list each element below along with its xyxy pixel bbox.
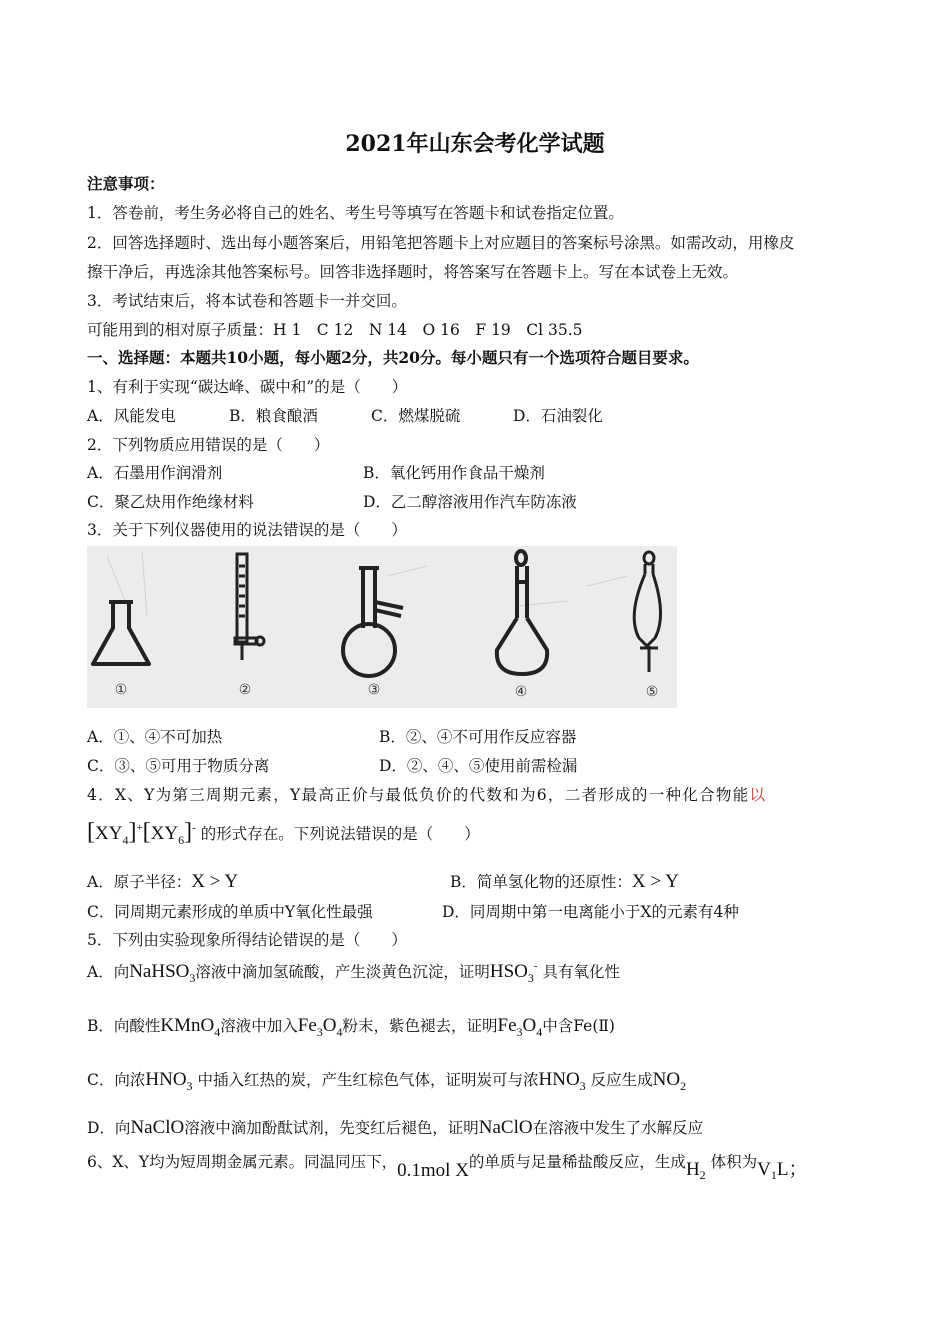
q1-option-c: C．燃煤脱硫 xyxy=(371,407,461,425)
q4-stem-line1: 4．X、Y为第三周期元素，Y最高正价与最低负价的代数和为6，二者形成的一种化合物能以 xyxy=(87,786,767,804)
q1-option-d: D．石油裂化 xyxy=(513,407,603,425)
q2-option-c: C．聚乙炔用作绝缘材料 xyxy=(87,493,254,511)
q4-formula: $[XY_4]^+[XY_6]^-$ xyxy=(87,819,196,847)
lab-apparatus-figure xyxy=(87,546,677,708)
q4-stem-line2: $[XY_4]^+[XY_6]^-$ 的形式存在。下列说法错误的是（ ） xyxy=(87,819,480,847)
q3-stem: 3．关于下列仪器使用的说法错误的是（ ） xyxy=(87,521,407,539)
q2-option-d: D．乙二醇溶液用作汽车防冻液 xyxy=(363,493,577,511)
figure-label-2: ② xyxy=(238,682,252,698)
q5-option-b: B．向酸性KMnO$_4$溶液中加入$Fe_3O_4$粉末，紫色褪去，证明$Fe_3O_4$中含Fe(Ⅱ) xyxy=(87,1015,615,1039)
q4-option-c: C．同周期元素形成的单质中Y氧化性最强 xyxy=(87,903,373,921)
q4-option-b: B．简单氢化物的还原性：X > Y xyxy=(450,871,679,892)
notice-item-2-cont: 擦干净后，再选涂其他答案标号。回答非选择题时，将答案写在答题卡上。写在本试卷上无效。 xyxy=(87,263,739,281)
q5-stem: 5．下列由实验现象所得结论错误的是（ ） xyxy=(87,931,407,949)
q2-option-a: A．石墨用作润滑剂 xyxy=(87,464,223,482)
q5-option-c: C．向浓$HNO_3$ 中插入红热的炭，产生红棕色气体，证明炭可与浓$HNO_3$ 反应生成$NO_2$ xyxy=(87,1069,687,1093)
section-heading: 一、选择题：本题共10小题，每小题2分，共20分。每小题只有一个选项符合题目要求。 xyxy=(87,348,699,367)
notice-heading: 注意事项： xyxy=(87,174,165,193)
q4-option-d: D．同周期中第一电离能小于X的元素有4种 xyxy=(442,903,739,921)
q2-option-b: B．氧化钙用作食品干燥剂 xyxy=(363,464,545,482)
atomic-mass-line: 可能用到的相对原子质量：H 1 C 12 N 14 O 16 F 19 Cl 35.5 xyxy=(87,321,583,339)
q4-option-a: A．原子半径：X > Y xyxy=(87,871,239,892)
figure-label-5: ⑤ xyxy=(645,684,659,700)
q3-option-a: A．①、④不可加热 xyxy=(87,728,223,746)
figure-label-1: ① xyxy=(114,682,128,698)
q1-option-b: B．粮食酿酒 xyxy=(229,407,318,425)
q3-option-d: D．②、④、⑤使用前需检漏 xyxy=(379,757,578,775)
figure-label-4: ④ xyxy=(514,684,528,700)
page-title: 2021年山东会考化学试题 xyxy=(345,131,605,157)
notice-item-1: 1．答卷前，考生务必将自己的姓名、考生号等填写在答题卡和试卷指定位置。 xyxy=(87,204,624,222)
notice-item-2: 2．回答选择题时、选出每小题答案后，用铅笔把答题卡上对应题目的答案标号涂黑。如需改动，用橡皮 xyxy=(87,234,795,252)
notice-item-3: 3．考试结束后，将本试卷和答题卡一并交回。 xyxy=(87,292,407,310)
q1-option-a: A．风能发电 xyxy=(87,407,176,425)
figure-label-3: ③ xyxy=(367,682,381,698)
q2-stem: 2．下列物质应用错误的是（ ） xyxy=(87,436,330,454)
q3-option-b: B．②、④不可用作反应容器 xyxy=(379,728,577,746)
q6-stem: 6、X、Y均为短周期金属元素。同温同压下，0.1mol X的单质与足量稀盐酸反应，生成$H_2$ 体积为$V_1L$； xyxy=(87,1153,808,1182)
q1-stem: 1、有利于实现“碳达峰、碳中和”的是（ ） xyxy=(87,378,408,396)
q3-option-c: C．③、⑤可用于物质分离 xyxy=(87,757,270,775)
q5-option-d: D．向NaClO溶液中滴加酚酞试剂，先变红后褪色，证明NaClO在溶液中发生了水解反应 xyxy=(87,1117,704,1138)
q5-option-a: A．向NaHSO$_3$溶液中滴加氢硫酸，产生淡黄色沉淀，证明$HSO_3^-$ 具有氧化性 xyxy=(87,960,621,985)
